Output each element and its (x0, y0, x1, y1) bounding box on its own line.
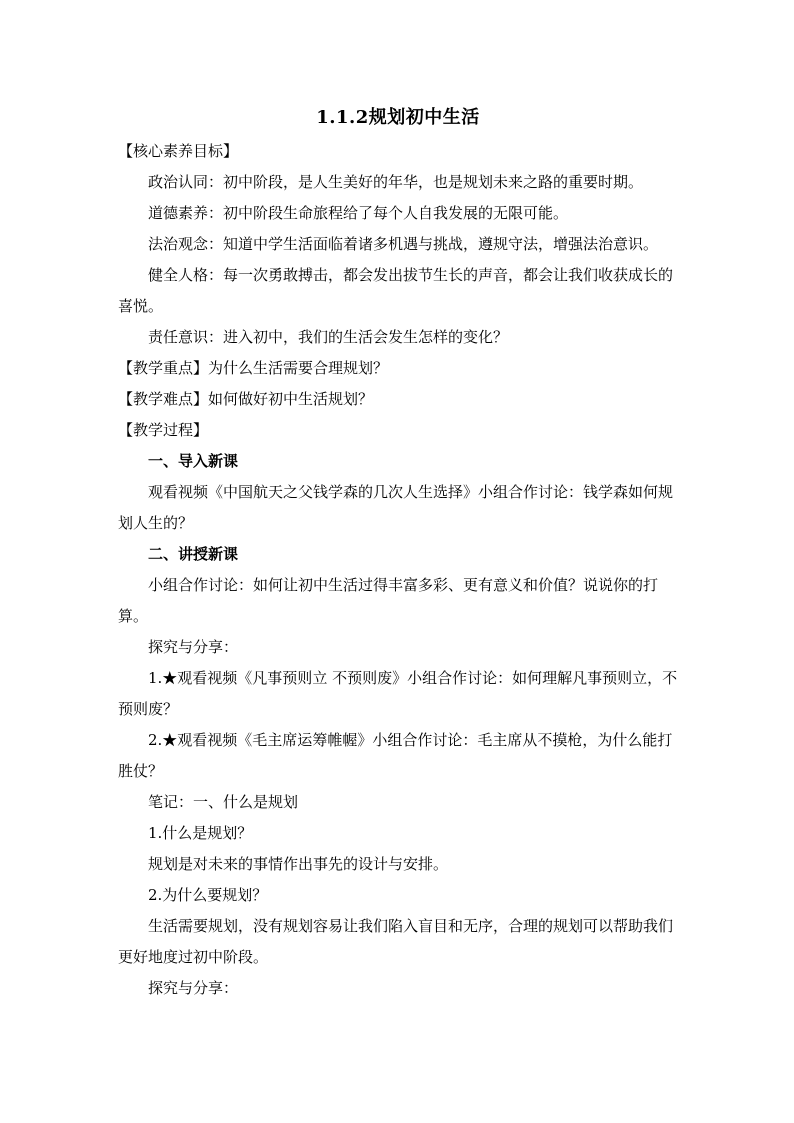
question-2: 2.为什么要规划？ (148, 886, 268, 904)
notes-heading: 笔记：一、什么是规划 (148, 793, 299, 811)
answer-2: 生活需要规划，没有规划容易让我们陷入盲目和无序，合理的规划可以帮助我们更好地度过初中阶段。 (118, 917, 674, 966)
explore-item-1: 1.★观看视频《凡事预则立 不预则废》小组合作讨论：如何理解凡事预则立，不预则废？ (118, 669, 678, 718)
teaching-process-header: 【教学过程】 (118, 421, 209, 439)
goal-sound-personality: 健全人格：每一次勇敢搏击，都会发出拔节生长的声音，都会让我们收获成长的喜悦。 (118, 266, 674, 315)
explore-item-2: 2.★观看视频《毛主席运筹帷幄》小组合作讨论：毛主席从不摸枪，为什么能打胜仗？ (118, 731, 673, 780)
question-1: 1.什么是规划？ (148, 824, 253, 842)
explore-share-label-1: 探究与分享： (148, 638, 239, 656)
part1-heading: 一、导入新课 (148, 452, 239, 470)
goal-responsibility: 责任意识：进入初中，我们的生活会发生怎样的变化？ (148, 328, 509, 346)
teaching-key-point: 【教学重点】为什么生活需要合理规划？ (118, 359, 389, 377)
part1-paragraph: 观看视频《中国航天之父钱学森的几次人生选择》小组合作讨论：钱学森如何规划人生的？ (118, 483, 674, 532)
teaching-difficult-point: 【教学难点】如何做好初中生活规划？ (118, 390, 374, 408)
explore-share-label-2: 探究与分享： (148, 979, 239, 997)
part2-heading: 二、讲授新课 (148, 545, 239, 563)
core-goals-header: 【核心素养目标】 (118, 142, 239, 160)
goal-political-identity: 政治认同：初中阶段，是人生美好的年华，也是规划未来之路的重要时期。 (148, 173, 644, 191)
document-page (118, 104, 678, 1004)
answer-1: 规划是对未来的事情作出事先的设计与安排。 (148, 855, 449, 873)
part2-paragraph: 小组合作讨论：如何让初中生活过得丰富多彩、更有意义和价值？说说你的打算。 (118, 576, 659, 625)
goal-rule-of-law: 法治观念：知道中学生活面临着诸多机遇与挑战，遵规守法，增强法治意识。 (148, 235, 659, 253)
goal-moral-quality: 道德素养：初中阶段生命旅程给了每个人自我发展的无限可能。 (148, 204, 569, 222)
document-title: 1.1.2规划初中生活 (316, 107, 480, 128)
